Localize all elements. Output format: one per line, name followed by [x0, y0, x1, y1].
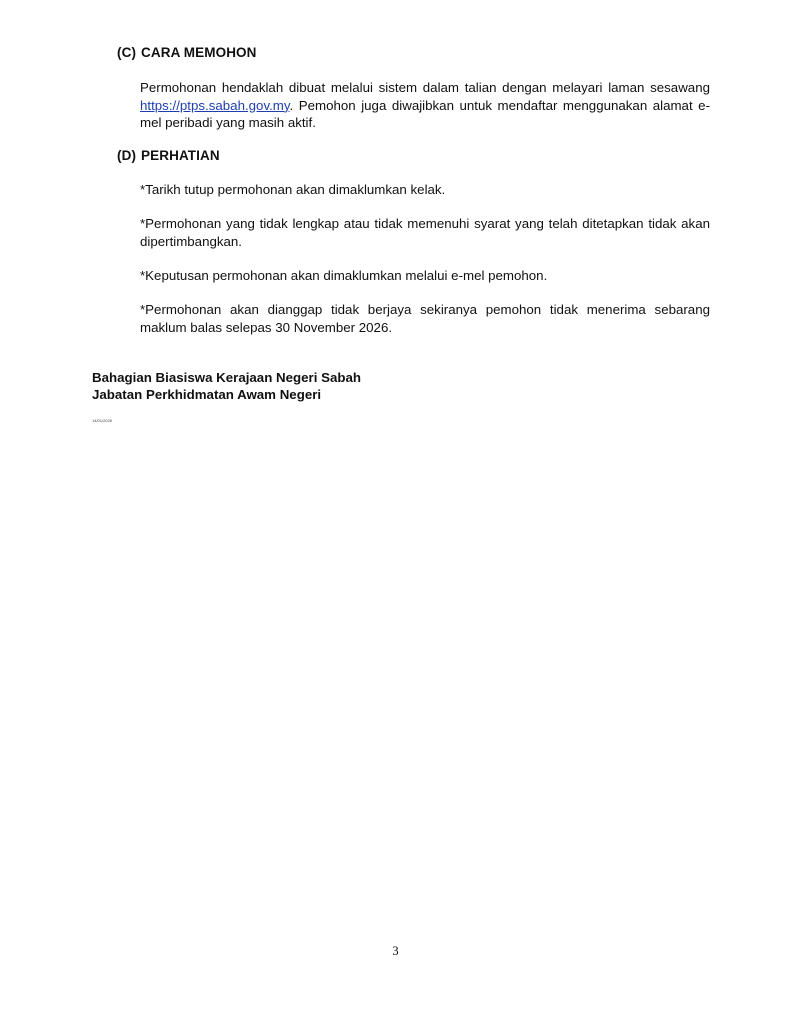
note-closing-date: *Tarikh tutup permohonan akan dimaklumkan kelak.: [140, 182, 446, 197]
section-c-prefix: (C): [117, 45, 137, 60]
section-c-paragraph: [140, 79, 710, 132]
note-unsuccessful-application: *Permohonan akan dianggap tidak berjaya sekiranya pemohon tidak menerima sebarang maklum balas selepas 30 November 2026.: [140, 302, 710, 335]
document-code: 14/01/2026: [92, 418, 113, 423]
note-incomplete-application: *Permohonan yang tidak lengkap atau tidak memenuhi syarat yang telah ditetapkan tidak akan dipertimbangkan.: [140, 216, 710, 249]
page-number: 3: [392, 944, 399, 958]
section-d-title: PERHATIAN: [141, 148, 220, 163]
section-c-title: CARA MEMOHON: [141, 45, 257, 60]
note-decision-email: *Keputusan permohonan akan dimaklumkan melalui e-mel pemohon.: [140, 268, 548, 283]
section-d-prefix: (D): [117, 148, 137, 163]
section-c-text-after-link: . Pemohon juga diwajibkan untuk mendaftar menggunakan alamat e-mel peribadi yang masih aktif.: [140, 97, 710, 130]
section-c-heading: [117, 45, 257, 60]
footer-org-line2: Jabatan Perkhidmatan Awam Negeri: [92, 387, 322, 402]
section-d-heading: [117, 148, 220, 163]
application-portal-link[interactable]: https://ptps.sabah.gov.my: [140, 97, 290, 113]
section-c-text-before-link: Permohonan hendaklah dibuat melalui sistem dalam talian dengan melayari laman sesawang: [140, 80, 710, 95]
footer-org-line1: Bahagian Biasiswa Kerajaan Negeri Sabah: [92, 370, 362, 385]
